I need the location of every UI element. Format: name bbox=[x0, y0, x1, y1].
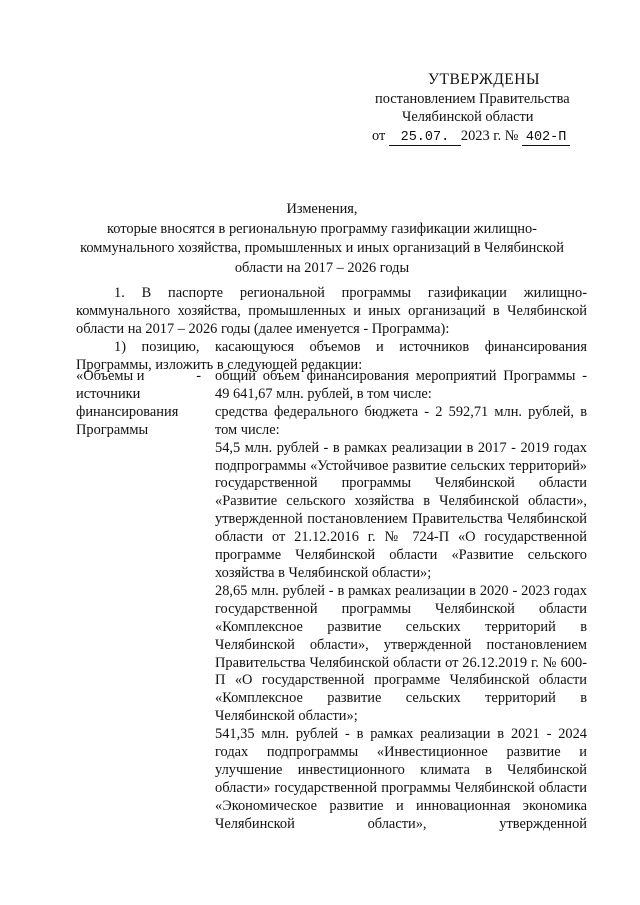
passport-total-volume: общий объем финансирования мероприятий Программы - 49 641,67 млн. рублей, в том числе: bbox=[215, 368, 587, 402]
passport-label-line-4: Программы bbox=[76, 421, 149, 438]
paragraph-2: 1) позицию, касающуюся объемов и источников финансирования Программы, изложить в следующей редакции: bbox=[76, 338, 587, 373]
passport-item-2020-2023: 28,65 млн. рублей - в рамках реализации в 2020 - 2023 годах государственной программы Челябинской области «Комплексное развитие сельских территорий в Челябинской области», утвержденной постановлением Правительства Челябинской области от 26.12.2019 г. № 600-П «О государственной программе Челябинской области «Комплексное развитие сельских территорий в Челябинской области»; bbox=[215, 582, 587, 725]
approval-stamp bbox=[372, 71, 602, 146]
document-body bbox=[76, 285, 587, 375]
title-line-1: Изменения, bbox=[286, 201, 358, 217]
approval-number-value: 402-П bbox=[522, 130, 570, 146]
passport-left-column bbox=[76, 368, 201, 440]
approval-date-prefix: от bbox=[372, 127, 386, 144]
title-line-2: которые вносятся в региональную программу газификации жилищно- bbox=[107, 220, 537, 237]
approval-date-value: 25.07. bbox=[389, 130, 461, 146]
passport-item-2021-2024: 541,35 млн. рублей - в рамках реализации в 2021 - 2024 годах подпрограммы «Инвестиционное развитие и улучшение инвестиционного климата в Челябинской области» государственной программы Челябинской области «Экономическое развитие и инновационная экономика Челябинской области», утвержденной bbox=[215, 726, 587, 832]
approval-line-region: Челябинской области bbox=[402, 108, 534, 125]
passport-right-column bbox=[215, 368, 587, 834]
title-line-4: области на 2017 – 2026 годы bbox=[234, 259, 410, 276]
passport-label-line-1: «Объемы и bbox=[76, 368, 145, 384]
approval-line-government: постановлением Правительства bbox=[375, 90, 570, 107]
title-line-3: коммунального хозяйства, промышленных и иных организаций в Челябинской bbox=[80, 240, 564, 256]
approval-heading: УТВЕРЖДЕНЫ bbox=[428, 71, 540, 88]
passport-dash: - bbox=[196, 368, 201, 384]
passport-label-line-2: источники bbox=[76, 385, 141, 402]
approval-date-line bbox=[372, 128, 602, 146]
passport-item-2017-2019: 54,5 млн. рублей - в рамках реализации в 2017 - 2019 годах подпрограммы «Устойчивое развитие сельских территорий» государственной программы Челябинской области «Развитие сельского хозяйства в Челябинской области», утвержденной постановлением Правительства Челябинской области от 21.12.2016 г. № 724-П «О государственной программе Челябинской области «Развитие сельского хозяйства в Челябинской области»; bbox=[215, 439, 587, 581]
passport-left-first-line bbox=[76, 368, 201, 386]
passport-federal-budget: средства федерального бюджета - 2 592,71 млн. рублей, в том числе: bbox=[215, 403, 587, 438]
approval-year-text: 2023 г. № bbox=[460, 127, 519, 144]
document-title bbox=[80, 200, 564, 278]
passport-label-line-3: финансирования bbox=[76, 403, 179, 420]
paragraph-1: 1. В паспорте региональной программы газификации жилищно-коммунального хозяйства, промышленных и иных организаций в Челябинской области на 2017 – 2026 годы (далее именуется - Программа): bbox=[76, 285, 587, 337]
